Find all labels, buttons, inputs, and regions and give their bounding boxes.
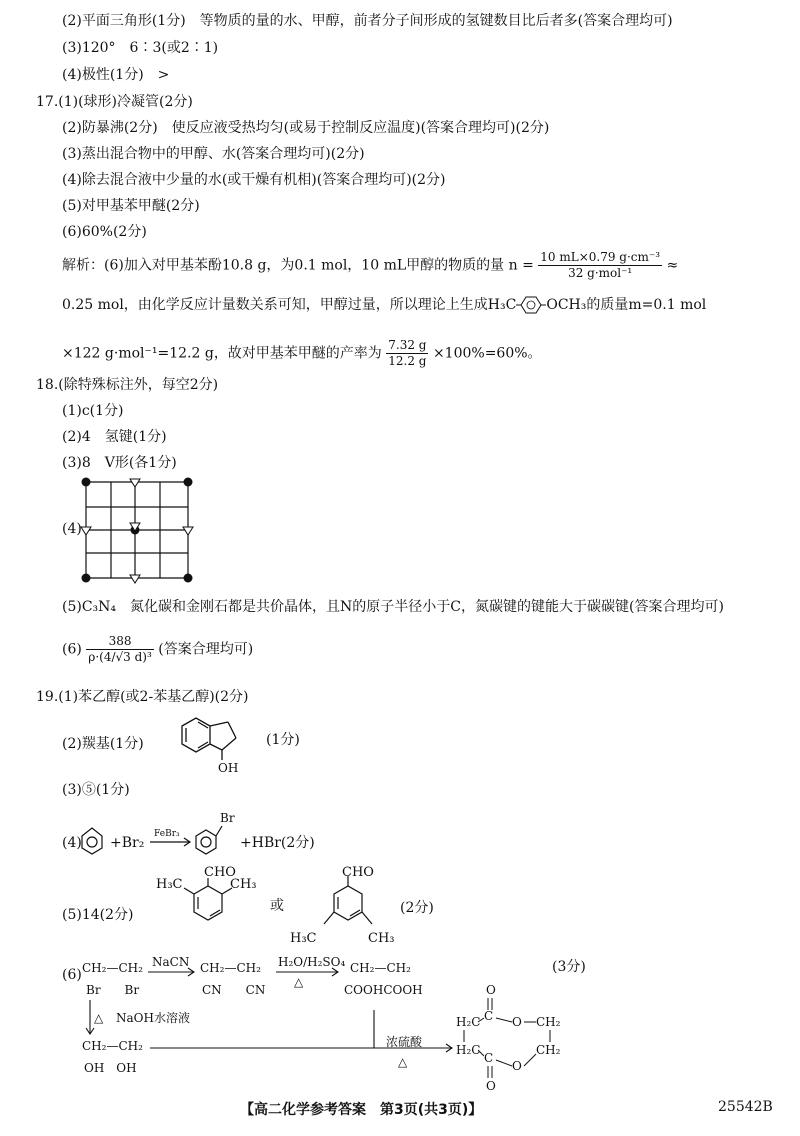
q17-line-5: (5)对甲基苯甲醚(2分) [62,198,200,214]
q16-line-3: (3)120° 6∶3(或2∶1) [62,40,219,56]
ester-c-bottom: C [484,1051,494,1065]
methanol-fraction [538,250,662,281]
isomer-structures [150,864,470,954]
fraction-denominator: 32 g·mol⁻¹ [568,266,633,280]
yield-denominator: 12.2 g [388,354,427,368]
q19-5-label: (5)14(2分) [62,907,134,923]
q18-line-2: (2)4 氢键(1分) [62,429,167,445]
q19-line-1: 19.(1)苯乙醇(或2-苯基乙醇)(2分) [36,689,249,705]
fraction-numerator: 10 mL×0.79 g·cm⁻³ [540,250,661,264]
q18-line-1: (1)c(1分) [62,403,124,419]
q19-4-products: +HBr(2分) [240,835,315,851]
ring-ch2-right-bottom: CH₂ [536,1043,561,1057]
q18-line-0: 18.(除特殊标注外，每空2分) [36,377,219,393]
q19-5-score: (2分) [400,900,434,916]
ester-c-top: C [484,1009,494,1023]
q19-6-score: (3分) [552,959,586,975]
q16-line-4: (4)极性(1分) > [62,67,170,83]
analysis-text-2b: OCH₃的质量m=0.1 mol [546,297,707,313]
naoh-reagent: NaOH水溶液 [116,1011,190,1025]
methyl-label-2a: H₃C [290,931,317,946]
q18-line-6 [62,634,253,665]
bromination-equation [80,812,380,860]
dinitrile-bottom: CN CN [202,983,266,997]
analysis-n: n = [508,257,534,274]
ring-ch2-right-top: CH₂ [536,1015,561,1029]
q19-6-label: (6) [62,967,82,983]
q19-line-2: (2)羰基(1分) [62,736,144,752]
nacn-reagent: NaCN [152,955,190,969]
analysis-text-1: 解析：(6)加入对甲基苯酚10.8 g，为0.1 mol，10 mL甲醇的物质的量 [62,257,505,274]
heat-symbol-1: △ [294,975,304,989]
q18-6-note: (答案合理均可) [158,641,254,658]
density-denominator: ρ·(4/√3 d)³ [88,650,152,664]
density-fraction [86,634,154,665]
q17-analysis-line-3 [62,338,542,369]
diacid-bottom: COOHCOOH [344,983,423,997]
diacid-top: CH₂—CH₂ [350,961,411,975]
carbonyl-o-top: O [486,983,496,997]
dinitrile-top: CH₂—CH₂ [200,961,261,975]
footer-title: 【高二化学参考答案 第3页(共3页)】 [240,1102,483,1118]
density-numerator: 388 [86,634,154,650]
q17-line-6: (6)60%(2分) [62,224,147,240]
q17-line-1: 17.(1)(球形)冷凝管(2分) [36,94,193,110]
heat-symbol-2: △ [94,1011,104,1025]
crystal-grid-diagram [80,476,194,584]
footer-code: 25542B [718,1099,773,1115]
q18-line-5: (5)C₃N₄ 氮化碳和金刚石都是共价晶体，且N的原子半径小于C，氮碳键的键能大于碳碳键(答案合理均可) [62,599,724,615]
aldehyde-label-2: CHO [342,865,374,880]
diol-bottom: OH OH [84,1061,137,1075]
yield-fraction [386,338,428,369]
diol-top: CH₂—CH₂ [82,1039,143,1053]
dibromide-top: CH₂—CH₂ [82,961,143,975]
sulfuric-acid-reagent: 浓硫酸 [386,1035,423,1049]
q16-line-2: (2)平面三角形(1分) 等物质的量的水、甲醇，前者分子间形成的氢键数目比后者多(答案合理均可) [62,13,673,29]
ring-h2c-left-top: H₂C [456,1015,481,1029]
dibromide-bottom: Br Br [86,983,140,997]
catalyst-label: FeBr₃ [154,829,180,839]
methyl-label-2b: CH₃ [368,931,395,946]
q17-line-2: (2)防暴沸(2分) 使反应液受热均匀(或易于控制反应温度)(答案合理均可)(2分) [62,120,550,136]
q18-6-label: (6) [62,641,82,658]
indanol-structure [170,716,320,776]
ring-o-right-bottom: O [512,1059,522,1073]
q18-line-4: (4) [62,521,82,537]
benzene-ring-icon [516,296,546,314]
methyl-label-1a: H₃C [156,877,183,892]
analysis-text-3b: ×100%=60%。 [432,345,542,362]
q17-line-4: (4)除去混合液中少量的水(或干燥有机相)(答案合理均可)(2分) [62,172,446,188]
hydrolysis-reagent: H₂O/H₂SO₄ [278,955,346,969]
q19-2-score: (1分) [266,732,300,748]
synthesis-route [80,950,600,1100]
q19-4-label: (4) [62,835,82,851]
bromine-reagent: +Br₂ [110,835,145,851]
q18-line-3: (3)8 V形(各1分) [62,455,177,471]
carbonyl-o-bottom: O [486,1079,496,1093]
q19-line-3: (3)⑤(1分) [62,782,130,798]
q17-analysis-line-2 [62,296,706,314]
methyl-label-1b: CH₃ [230,877,257,892]
yield-numerator: 7.32 g [388,338,427,352]
q17-analysis-line-1 [62,250,678,281]
analysis-text-2: 0.25 mol，由化学反应计量数关系可知，甲醇过量，所以理论上生成H₃C [62,297,517,313]
heat-symbol-3: △ [398,1055,408,1069]
ring-h2c-left-bottom: H₂C [456,1043,481,1057]
bromo-substituent: Br [220,812,235,825]
hydroxyl-label: OH [218,761,239,775]
ring-o-right-top: O [512,1015,522,1029]
approx-sign: ≈ [666,257,679,274]
aldehyde-label-1: CHO [204,865,236,880]
or-label: 或 [270,898,284,914]
q17-line-3: (3)蒸出混合物中的甲醇、水(答案合理均可)(2分) [62,146,365,162]
analysis-text-3: ×122 g·mol⁻¹=12.2 g，故对甲基苯甲醚的产率为 [62,345,382,362]
